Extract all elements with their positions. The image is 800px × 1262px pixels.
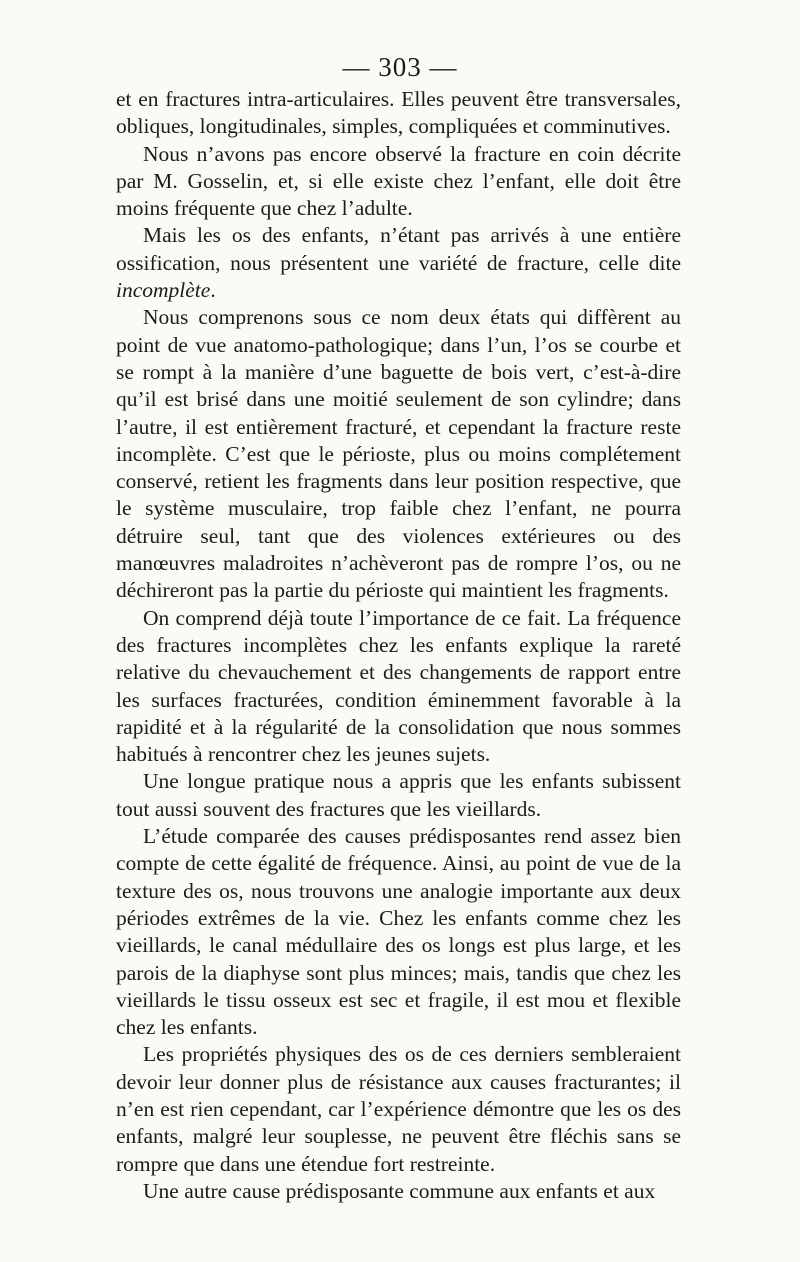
paragraph: Nous comprenons sous ce nom deux états qui diffèrent au point de vue anatomo-pathologique; dans l’un, l’os se courbe et se rompt à la manière d’une baguette de bois vert, c’est-à-dire qu’il est brisé dans une moitié seulement de son cylindre; dans l’autre, il est entièrement fracturé, et cependant la fracture reste incomplète. C’est que le périoste, plus ou moins complétement conservé, retient les fragments dans leur position respective, que le système musculaire, trop faible chez l’enfant, ne pourra détruire seul, tant que des violences extérieures ou des manœuvres maladroites n’achèveront pas de rompre l’os, ou ne déchireront pas la partie du périoste qui maintient les fragments. <box>116 305 681 603</box>
paragraph-text: Mais les os des enfants, n’étant pas arrivés à une entière ossification, nous présentent une variété de fracture, celle dite <box>116 223 681 275</box>
paragraph <box>116 222 681 304</box>
paragraph: et en fractures intra-articulaires. Elles peuvent être transversales, obliques, longitudinales, simples, compliquées et comminutives. <box>116 87 681 139</box>
page-number: — 303 — <box>342 52 458 82</box>
paragraph: Une autre cause prédisposante commune aux enfants et aux <box>143 1178 656 1203</box>
paragraph: L’étude comparée des causes prédisposantes rend assez bien compte de cette égalité de fréquence. Ainsi, au point de vue de la texture des os, nous trouvons une analogie importante aux deux périodes extrêmes de la vie. Chez les enfants comme chez les vieillards, le canal médullaire des os longs est plus large, et les parois de la diaphyse sont plus minces; mais, tandis que chez les vieillards le tissu osseux est sec et fragile, il est mou et flexible chez les enfants. <box>116 824 681 1040</box>
body-text <box>116 86 681 1205</box>
paragraph: Nous n’avons pas encore observé la fracture en coin décrite par M. Gosselin, et, si elle existe chez l’enfant, elle doit être moins fréquente que chez l’adulte. <box>116 141 681 221</box>
paragraph: Les propriétés physiques des os de ces derniers sembleraient devoir leur donner plus de résistance aux causes fracturantes; il n’en est rien cependant, car l’expérience démontre que les os des enfants, malgré leur souplesse, ne peuvent être fléchis sans se rompre que dans une étendue fort restreinte. <box>116 1042 681 1176</box>
paragraph: On comprend déjà toute l’importance de ce fait. La fréquence des fractures incomplètes chez les enfants explique la rareté relative du chevauchement et des changements de rapport entre les surfaces fracturées, condition éminemment favorable à la rapidité et à la régularité de la consolidation que nous sommes habitués à rencontrer chez les jeunes sujets. <box>116 605 681 767</box>
paragraph: Une longue pratique nous a appris que les enfants subissent tout aussi souvent des fractures que les vieillards. <box>116 769 681 821</box>
italic-term: incomplète <box>116 278 211 303</box>
paragraph-end: . <box>210 278 216 303</box>
